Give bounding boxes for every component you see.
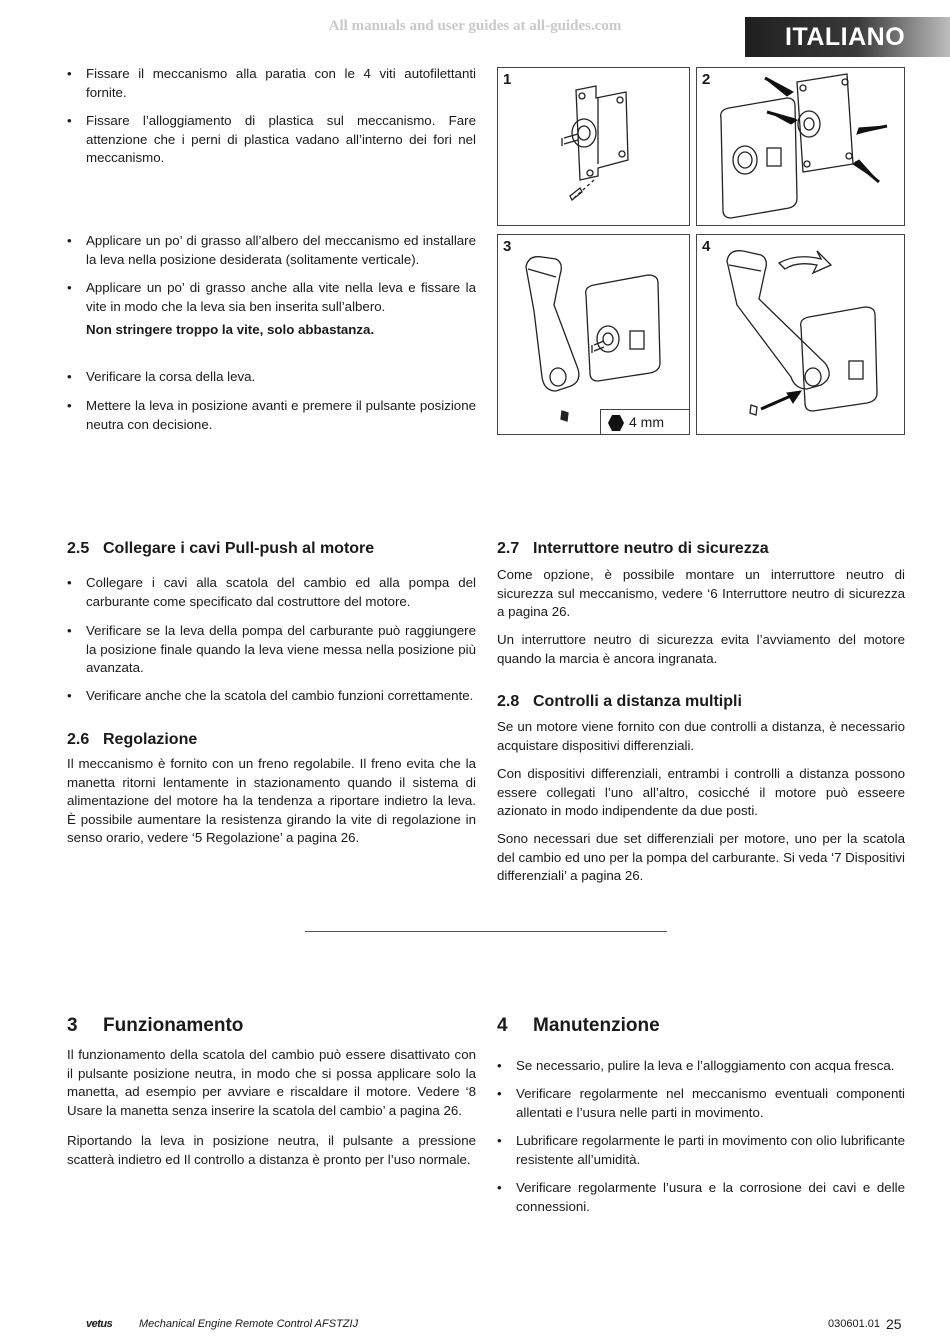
install-step: • Applicare un po’ di grasso anche alla vite nella leva e fissare la vite in modo che la leva sia ben inserita sull’albero. xyxy=(67,279,476,316)
tool-size-label: 4 mm xyxy=(629,414,664,430)
section-title: Collegare i cavi Pull-push al motore xyxy=(103,540,375,557)
list-item: • Verificare se la leva della pompa del carburante può raggiungere la posizione finale quando la leva viene messa nella posizione più avanzata. xyxy=(67,622,476,678)
figure-1 xyxy=(497,67,690,226)
section-number: 2.8 xyxy=(497,693,520,710)
housing-mount-illustration xyxy=(697,68,906,227)
figure-4 xyxy=(696,234,905,435)
section-heading xyxy=(67,540,374,558)
hex-key-icon xyxy=(607,414,625,432)
section-paragraph: Il funzionamento della scatola del cambio può essere disattivato con il pulsante posizione neutra, in modo che si possa applicare solo la manetta, ad esempio per avviare e riscaldare il motore. Vedere ‘8 Usare la manetta senza inserire la scatola del cambio’ a pagina 26. xyxy=(67,1047,476,1118)
chapter-heading xyxy=(497,1015,660,1037)
chapter-number: 3 xyxy=(67,1015,78,1036)
chapter-title: Manutenzione xyxy=(533,1015,660,1036)
section-paragraph: Come opzione, è possibile montare un interruttore neutro di sicurezza sul meccanismo, vedere ‘6 Interruttore neutro di sicurezza a pagina 26. xyxy=(497,567,905,619)
mechanism-mount-illustration xyxy=(498,68,691,227)
section-heading xyxy=(67,731,197,749)
section-title: Controlli a distanza multipli xyxy=(533,693,742,710)
install-step: • Applicare un po’ di grasso all’albero del meccanismo ed installare la leva nella posizione desiderata (solitamente verticale). xyxy=(67,232,476,269)
section-paragraph: Con dispositivi differenziali, entrambi i controlli a distanza possono essere collegati l’uno all’altro, cosicché il motore può esseere azionato in modo indipendente da due posti. xyxy=(497,766,905,818)
figure-label: 4 xyxy=(702,238,711,255)
chapter-number: 4 xyxy=(497,1015,508,1036)
section-number: 2.5 xyxy=(67,540,90,557)
tool-size-badge xyxy=(600,409,690,435)
install-step: • Mettere la leva in posizione avanti e premere il pulsante posizione neutra con decisione. xyxy=(67,397,476,434)
chapter-heading xyxy=(67,1015,243,1037)
install-step: • Verificare la corsa della leva. xyxy=(67,368,476,387)
install-note: Non stringere troppo la vite, solo abbastanza. xyxy=(86,322,375,337)
lever-install-illustration xyxy=(498,235,691,436)
figure-3 xyxy=(497,234,690,435)
figure-label: 3 xyxy=(503,238,512,255)
brand-logo: vetus xyxy=(86,1318,113,1330)
install-step: • Fissare il meccanismo alla paratia con le 4 viti autofilettanti fornite. xyxy=(67,65,476,102)
section-paragraph: Un interruttore neutro di sicurezza evita l’avviamento del motore quando la marcia è ancora ingranata. xyxy=(497,632,905,666)
list-item: • Verificare regolarmente l’usura e la corrosione dei cavi e delle connessioni. xyxy=(497,1179,905,1216)
section-divider xyxy=(305,931,667,932)
section-heading xyxy=(497,540,769,558)
install-step: • Fissare l’alloggiamento di plastica sul meccanismo. Fare attenzione che i perni di plastica vadano all’interno dei fori nel meccanismo. xyxy=(67,112,476,168)
figure-2 xyxy=(696,67,905,226)
language-tab: ITALIANO xyxy=(745,17,950,57)
list-item: • Verificare regolarmente nel meccanismo eventuali componenti allentati e l’usura nelle parti in movimento. xyxy=(497,1085,905,1122)
list-item: • Lubrificare regolarmente le parti in movimento con olio lubrificante resistente all’umidità. xyxy=(497,1132,905,1169)
section-number: 2.6 xyxy=(67,731,90,748)
chapter-title: Funzionamento xyxy=(103,1015,244,1036)
watermark: All manuals and user guides at all-guides.com xyxy=(328,18,622,34)
figure-label: 1 xyxy=(503,71,512,88)
figure-label: 2 xyxy=(702,71,711,88)
section-paragraph: Il meccanismo è fornito con un freno regolabile. Il freno evita che la manetta ritorni lentamente in stazionamento quando il sistema di alimentazione del motore ha la tendenza a riportare indietro la leva. È possibile aumentare la resistenza girando la vite di regolazione in senso orario, vedere ‘5 Regolazione’ a pagina 26. xyxy=(67,756,476,845)
section-title: Interruttore neutro di sicurezza xyxy=(533,540,769,557)
section-heading xyxy=(497,693,742,711)
list-item: • Verificare anche che la scatola del cambio funzioni correttamente. xyxy=(67,687,476,706)
section-paragraph: Riportando la leva in posizione neutra, il pulsante a pressione scatterà indietro ed Il controllo a distanza è pronto per l’uso normale. xyxy=(67,1133,476,1167)
section-title: Regolazione xyxy=(103,731,198,748)
footer-title: Mechanical Engine Remote Control AFSTZIJ xyxy=(139,1318,359,1330)
list-item: • Collegare i cavi alla scatola del cambio ed alla pompa del carburante come specificato dal costruttore del motore. xyxy=(67,574,476,611)
section-paragraph: Se un motore viene fornito con due controlli a distanza, è necessario acquistare dispositivi differenziali. xyxy=(497,719,905,753)
document-code: 030601.01 xyxy=(828,1318,880,1330)
section-number: 2.7 xyxy=(497,540,520,557)
page-number: 25 xyxy=(886,1316,902,1332)
list-item: • Se necessario, pulire la leva e l’alloggiamento con acqua fresca. xyxy=(497,1057,905,1076)
section-paragraph: Sono necessari due set differenziali per motore, uno per la scatola del cambio ed uno per la pompa del carburante. Si veda ‘7 Dispositivi differenziali’ a pagina 26. xyxy=(497,831,906,883)
lever-neutral-illustration xyxy=(697,235,906,436)
